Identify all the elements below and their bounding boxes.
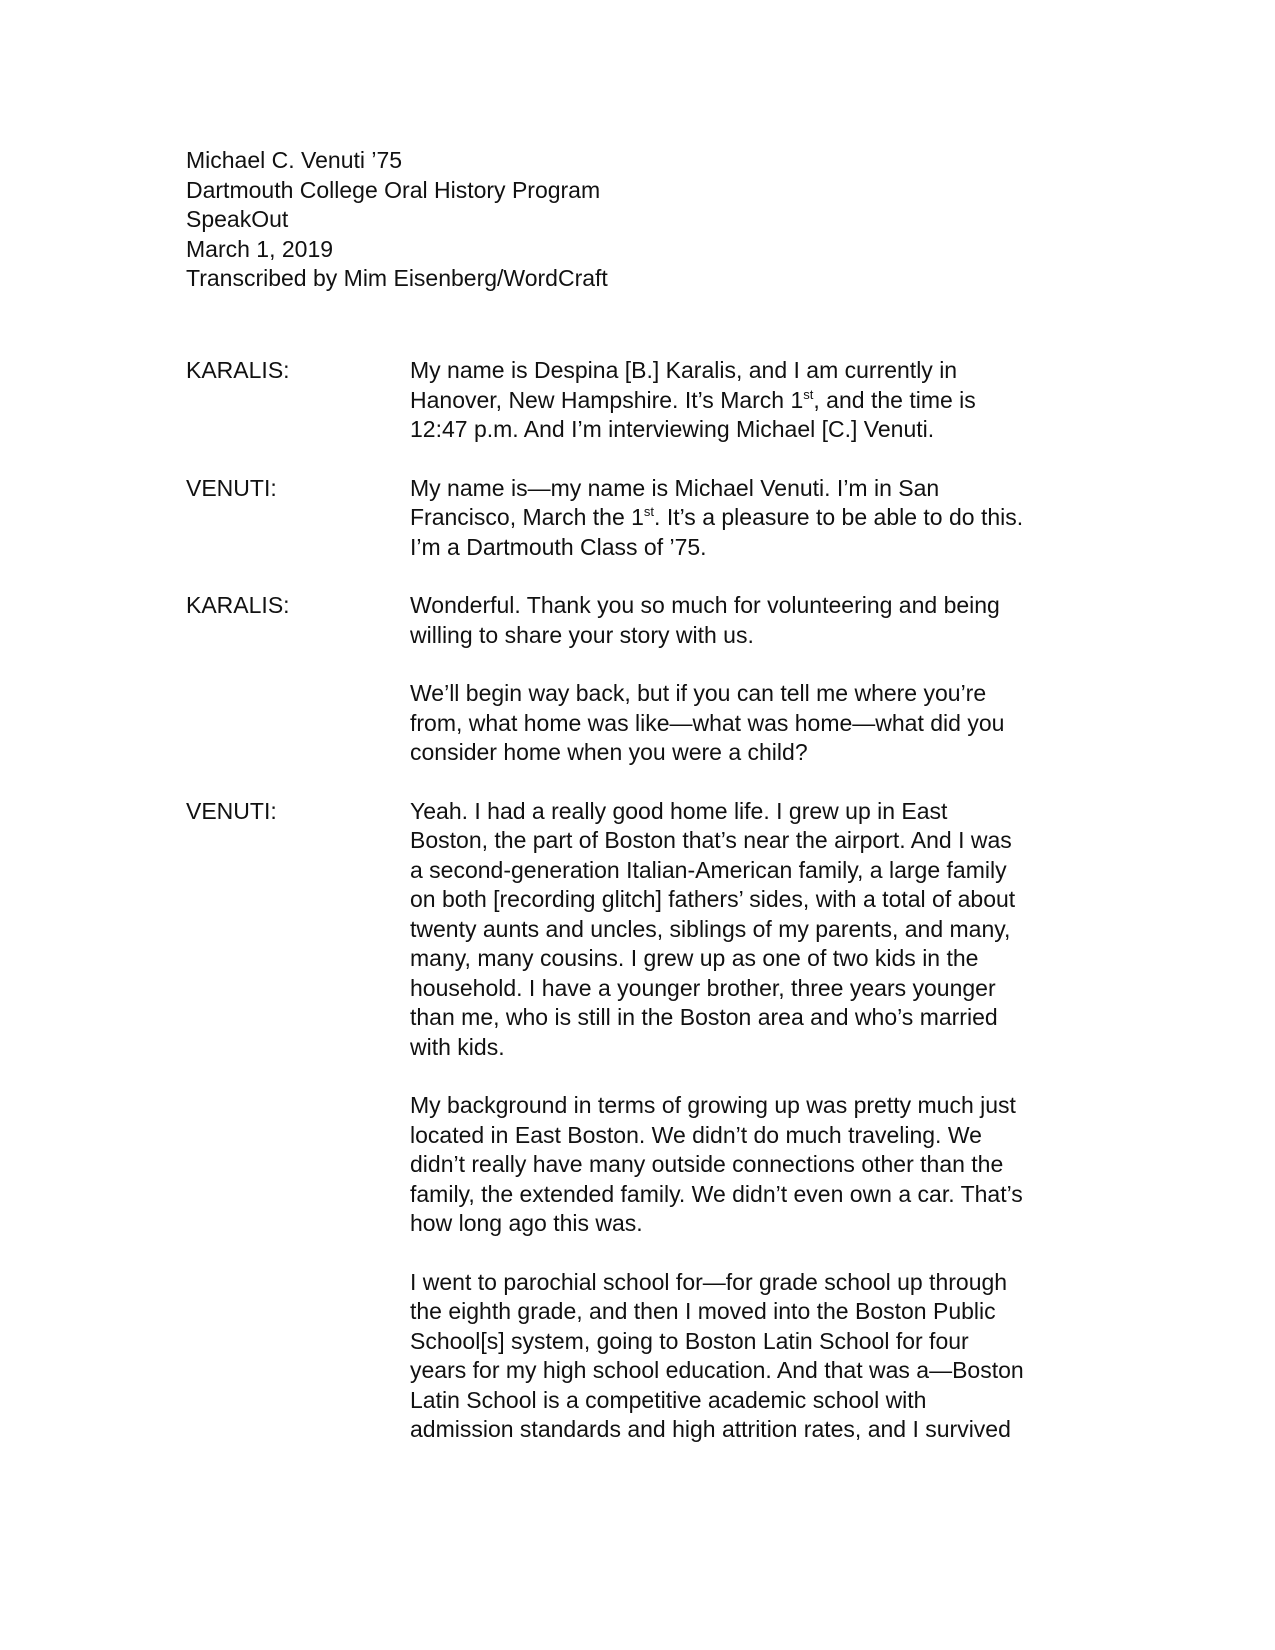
interview-date: March 1, 2019 <box>186 235 334 262</box>
speech-line: We’ll begin way back, but if you can tell me where you’re <box>410 680 987 706</box>
speech-line: a second-generation Italian-American family, a large family <box>410 856 1007 883</box>
speech-block <box>410 356 1070 445</box>
speech-line: Yeah. I had a really good home life. I grew up in East <box>410 797 948 824</box>
speech-line: with kids. <box>410 1033 505 1060</box>
speech-line: My name is—my name is Michael Venuti. I’m in San <box>410 474 940 501</box>
speech-paragraph <box>410 1268 1070 1445</box>
speech-paragraph <box>410 797 1070 1063</box>
speech-line: didn’t really have many outside connections other than the <box>410 1151 1004 1177</box>
speech-block <box>410 474 1070 563</box>
document-header <box>186 146 608 294</box>
interviewee-name: Michael C. Venuti ’75 <box>186 147 403 173</box>
speech-line: My background in terms of growing up was pretty much just <box>410 1092 1016 1118</box>
transcriber-credit: Transcribed by Mim Eisenberg/WordCraft <box>186 265 608 291</box>
speech-line: family, the extended family. We didn’t even own a car. That’s <box>410 1180 1023 1207</box>
speech-line: consider home when you were a child? <box>410 739 808 765</box>
speech-line: years for my high school education. And that was a—Boston <box>410 1357 1024 1383</box>
speech-line: Wonderful. Thank you so much for volunteering and being <box>410 592 1000 618</box>
speech-line: than me, who is still in the Boston area and who’s married <box>410 1004 998 1030</box>
speech-line: Francisco, March the 1st. It’s a pleasure to be able to do this. <box>410 504 1024 530</box>
speech-paragraph <box>410 356 1070 445</box>
speaker-label: KARALIS: <box>186 592 290 618</box>
speech-line: School[s] system, going to Boston Latin School for four <box>410 1327 969 1354</box>
series-name: SpeakOut <box>186 206 289 232</box>
speech-line: household. I have a younger brother, three years younger <box>410 974 996 1001</box>
speech-line: located in East Boston. We didn’t do much traveling. We <box>410 1121 982 1148</box>
speech-block <box>410 797 1070 1445</box>
speech-line: how long ago this was. <box>410 1210 643 1236</box>
speech-line: willing to share your story with us. <box>410 621 754 648</box>
ordinal-suffix: st <box>803 386 814 402</box>
speech-paragraph <box>410 474 1070 563</box>
speech-line: twenty aunts and uncles, siblings of my parents, and many, <box>410 915 1011 942</box>
speech-line: the eighth grade, and then I moved into the Boston Public <box>410 1298 996 1324</box>
speech-line: I’m a Dartmouth Class of ’75. <box>410 533 707 560</box>
transcript-body <box>186 356 1086 1474</box>
speech-paragraph <box>410 1091 1070 1239</box>
speech-line: Hanover, New Hampshire. It’s March 1st, and the time is <box>410 386 976 413</box>
speech-line: from, what home was like—what was home—what did you <box>410 709 1005 736</box>
program-name: Dartmouth College Oral History Program <box>186 176 601 203</box>
speech-line: Latin School is a competitive academic school with <box>410 1386 927 1413</box>
speaker-label: VENUTI: <box>186 474 277 501</box>
speech-line: 12:47 p.m. And I’m interviewing Michael [C.] Venuti. <box>410 416 935 442</box>
transcript-turn <box>186 591 1086 768</box>
speech-line: admission standards and high attrition rates, and I survived <box>410 1416 1011 1442</box>
speech-line: many, many cousins. I grew up as one of two kids in the <box>410 945 979 971</box>
speech-block <box>410 591 1070 768</box>
speech-line: on both [recording glitch] fathers’ sides, with a total of about <box>410 886 1016 912</box>
transcript-turn <box>186 797 1086 1445</box>
transcript-turn <box>186 356 1086 445</box>
speech-line: I went to parochial school for—for grade school up through <box>410 1268 1008 1295</box>
transcript-turn <box>186 474 1086 563</box>
speaker-label: VENUTI: <box>186 797 277 824</box>
speech-line: My name is Despina [B.] Karalis, and I am currently in <box>410 357 958 383</box>
speaker-label: KARALIS: <box>186 357 290 383</box>
speech-paragraph <box>410 591 1070 650</box>
ordinal-suffix: st <box>643 504 655 519</box>
speech-paragraph <box>410 679 1070 768</box>
speech-line: Boston, the part of Boston that’s near the airport. And I was <box>410 827 1012 853</box>
